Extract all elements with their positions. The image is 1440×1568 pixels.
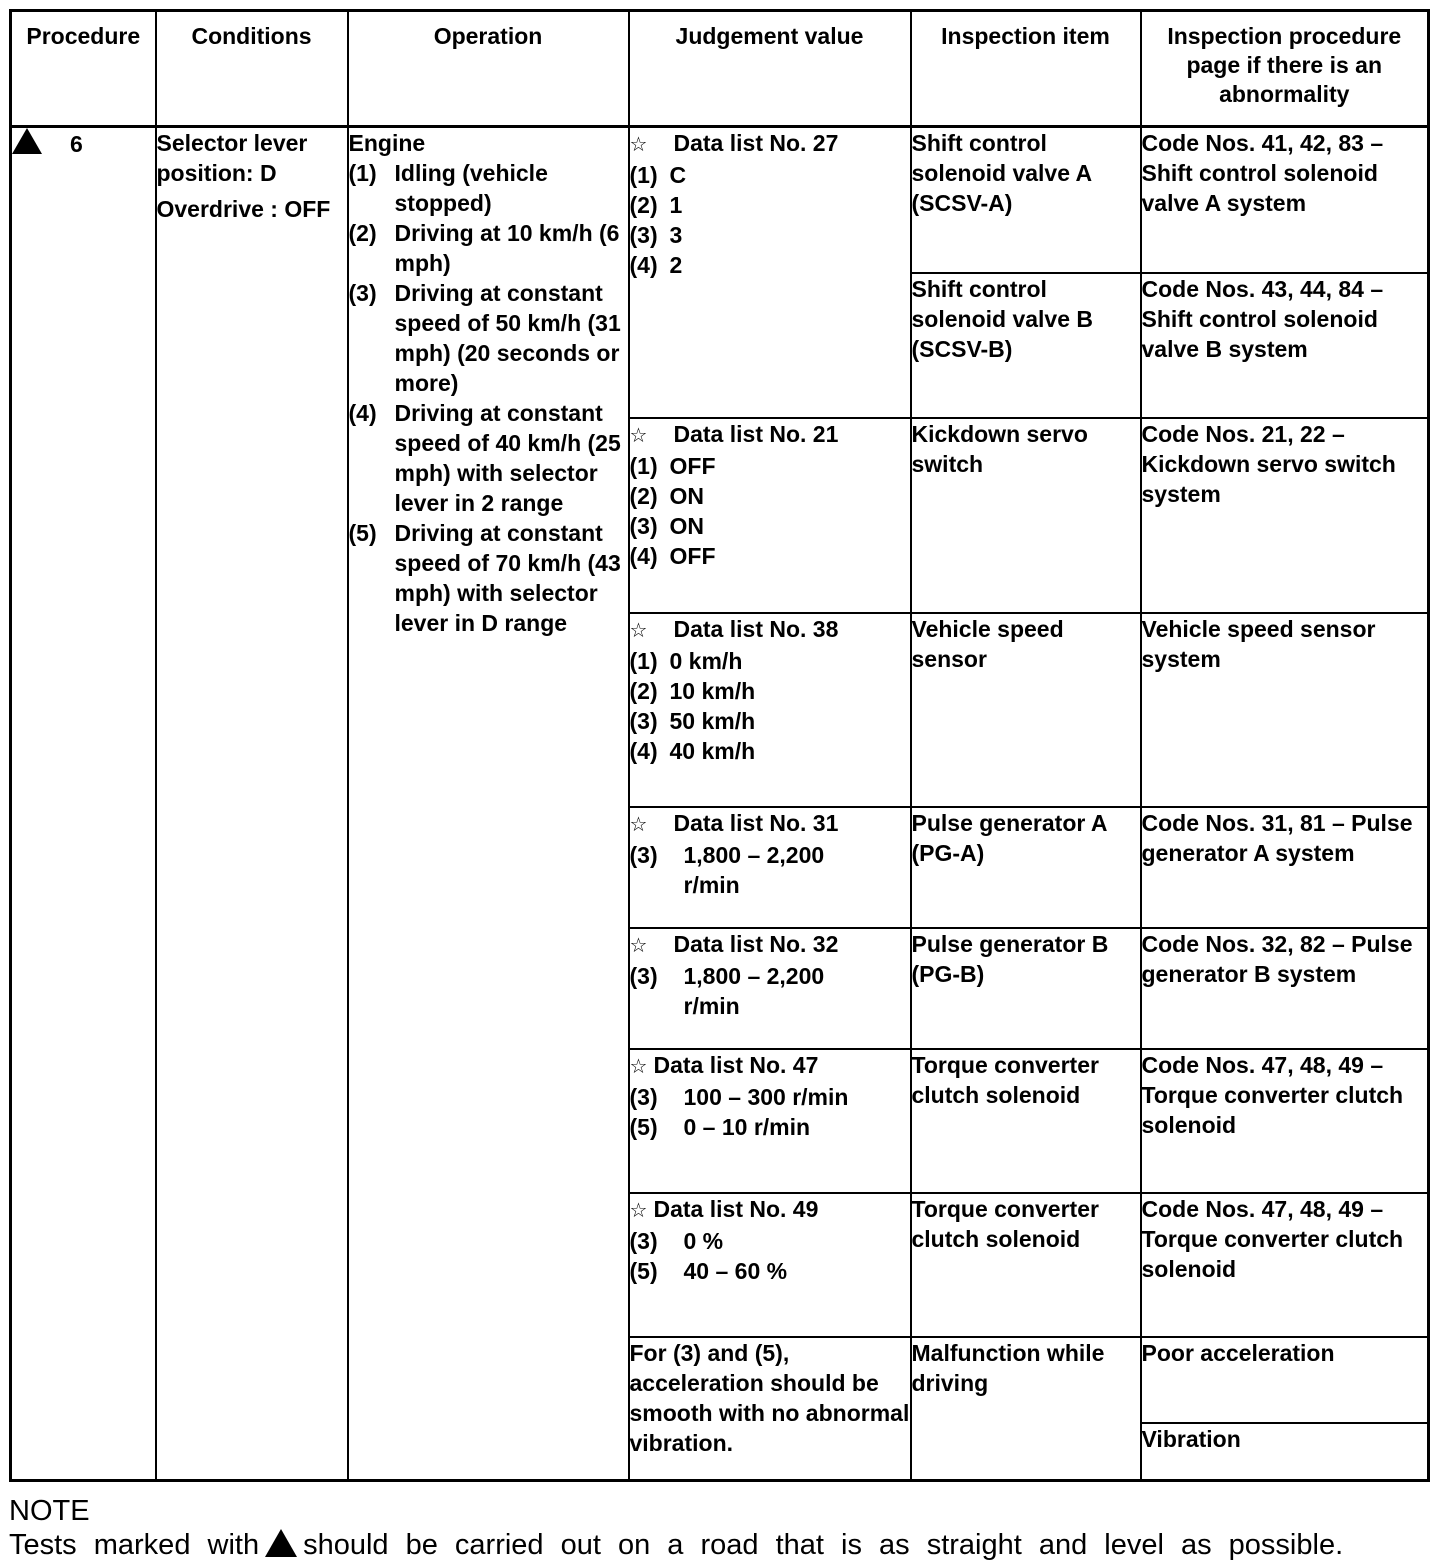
note-text-after: should be carried out on a road that is as straight and level as possible. xyxy=(303,1529,1344,1561)
judgement-step: (2) xyxy=(629,677,658,704)
judgement-value: 100 – 300 r/min xyxy=(683,1083,849,1110)
inspection-procedure-cell: Code Nos. 31, 81 – Pulse generator A system xyxy=(1141,807,1429,928)
inspection-item-cell: Kickdown servo switch xyxy=(911,418,1141,613)
judgement-step: (3) xyxy=(629,512,658,539)
operation-item-number: (3) xyxy=(348,280,377,306)
judgement-cell xyxy=(629,807,911,928)
judgement-step: (3) xyxy=(629,1227,658,1254)
operation-cell xyxy=(348,127,629,1481)
operation-list xyxy=(349,158,628,638)
operation-item-number: (5) xyxy=(348,520,377,546)
judgement-value: 1 xyxy=(669,192,683,218)
judgement-step: (1) xyxy=(629,452,658,479)
judgement-cell xyxy=(629,613,911,807)
operation-item xyxy=(349,278,628,398)
inspection-procedure-cell: Code Nos. 47, 48, 49 – Torque converter clutch solenoid xyxy=(1141,1049,1429,1193)
judgement-value: 40 – 60 % xyxy=(683,1257,788,1284)
header-judgement-value: Judgement value xyxy=(629,11,911,127)
judgement-cell xyxy=(629,418,911,613)
inspection-procedure-cell: Poor acceleration xyxy=(1141,1337,1429,1423)
star-icon: ☆ xyxy=(629,1055,648,1078)
judgement-unit: r/min xyxy=(683,871,740,898)
judgement-title: Data list No. 47 xyxy=(653,1051,819,1078)
inspection-item-cell: Torque converter clutch solenoid xyxy=(911,1193,1141,1337)
judgement-value: 0 – 10 r/min xyxy=(683,1113,811,1140)
header-operation: Operation xyxy=(348,11,629,127)
judgement-step: (3) xyxy=(629,222,658,248)
inspection-item-cell: Pulse generator A (PG-A) xyxy=(911,807,1141,928)
judgement-step: (3) xyxy=(629,841,658,868)
condition-selector-lever: Selector lever position: D xyxy=(156,130,308,186)
judgement-step: (4) xyxy=(629,252,658,278)
judgement-cell xyxy=(629,1049,911,1193)
operation-title: Engine xyxy=(348,130,426,156)
judgement-step: (3) xyxy=(629,962,658,989)
inspection-item-cell: Shift control solenoid valve A (SCSV-A) xyxy=(911,127,1141,273)
operation-item-text: Idling (vehicle stopped) xyxy=(394,160,548,216)
judgement-cell xyxy=(629,928,911,1049)
judgement-value: 3 xyxy=(669,222,683,248)
star-icon: ☆ xyxy=(629,619,648,642)
operation-item xyxy=(349,218,628,278)
conditions-cell xyxy=(156,127,348,1481)
note-title: NOTE xyxy=(9,1495,90,1527)
star-icon: ☆ xyxy=(629,134,648,156)
judgement-step: (4) xyxy=(629,737,658,764)
star-icon: ☆ xyxy=(629,934,648,957)
inspection-item-cell: Vehicle speed sensor xyxy=(911,613,1141,807)
judgement-title: Data list No. 32 xyxy=(673,930,839,957)
header-inspection-procedure: Inspection procedure page if there is an abnormality xyxy=(1141,11,1429,127)
inspection-procedure-cell: Vibration xyxy=(1141,1423,1429,1481)
judgement-step: (1) xyxy=(629,647,658,674)
inspection-item-cell: Torque converter clutch solenoid xyxy=(911,1049,1141,1193)
judgement-unit: r/min xyxy=(683,992,740,1019)
judgement-value: 40 km/h xyxy=(669,737,756,764)
judgement-cell: For (3) and (5), acceleration should be smooth with no abnormal vibration. xyxy=(629,1337,911,1481)
judgement-value: 1,800 – 2,200 xyxy=(683,962,825,989)
inspection-procedure-cell: Code Nos. 47, 48, 49 – Torque converter clutch solenoid xyxy=(1141,1193,1429,1337)
star-icon: ☆ xyxy=(629,813,648,836)
judgement-value: 2 xyxy=(669,252,683,278)
judgement-value: 10 km/h xyxy=(669,677,756,704)
inspection-procedure-cell: Code Nos. 32, 82 – Pulse generator B system xyxy=(1141,928,1429,1049)
procedure-number: 6 xyxy=(70,131,83,157)
note-text xyxy=(9,1529,1343,1562)
judgement-title: Data list No. 38 xyxy=(673,615,839,642)
operation-item-text: Driving at constant speed of 70 km/h (43 mph) with selector lever in D range xyxy=(394,520,621,636)
judgement-title: Data list No. 31 xyxy=(673,809,839,836)
inspection-item-cell: Malfunction while driving xyxy=(911,1337,1141,1481)
operation-item xyxy=(349,158,628,218)
operation-item xyxy=(349,518,628,638)
judgement-value: 0 km/h xyxy=(669,647,743,674)
operation-item-text: Driving at constant speed of 40 km/h (25 mph) with selector lever in 2 range xyxy=(394,400,621,516)
judgement-value: OFF xyxy=(669,542,716,569)
judgement-value: 1,800 – 2,200 xyxy=(683,841,825,868)
inspection-procedure-cell: Code Nos. 21, 22 – Kickdown servo switch system xyxy=(1141,418,1429,613)
inspection-procedure-cell: Code Nos. 41, 42, 83 – Shift control solenoid valve A system xyxy=(1141,127,1429,273)
judgement-title: Data list No. 21 xyxy=(673,420,839,447)
operation-item-text: Driving at constant speed of 50 km/h (31 mph) (20 seconds or more) xyxy=(394,280,621,396)
judgement-step: (3) xyxy=(629,1083,658,1110)
judgement-value: ON xyxy=(669,482,704,509)
operation-item xyxy=(349,398,628,518)
inspection-item-cell: Shift control solenoid valve B (SCSV-B) xyxy=(911,273,1141,418)
judgement-value: ON xyxy=(669,512,704,539)
judgement-cell xyxy=(629,127,911,418)
table-row xyxy=(11,127,1429,273)
road-test-triangle-icon xyxy=(12,128,42,154)
note-text-before: Tests marked with xyxy=(9,1529,260,1561)
judgement-value: OFF xyxy=(669,452,716,479)
inspection-item-cell: Pulse generator B (PG-B) xyxy=(911,928,1141,1049)
procedure-cell xyxy=(11,127,156,1481)
header-procedure: Procedure xyxy=(11,11,156,127)
judgement-value: 50 km/h xyxy=(669,707,756,734)
judgement-cell xyxy=(629,1193,911,1337)
judgement-step: (4) xyxy=(629,542,658,569)
judgement-title: Data list No. 49 xyxy=(653,1195,819,1222)
condition-overdrive: Overdrive : OFF xyxy=(156,196,331,222)
star-icon: ☆ xyxy=(629,1199,648,1222)
judgement-title: Data list No. 27 xyxy=(673,130,839,156)
operation-item-number: (4) xyxy=(348,400,377,426)
judgement-step: (3) xyxy=(629,707,658,734)
judgement-value: C xyxy=(669,162,687,188)
judgement-step: (2) xyxy=(629,192,658,218)
header-inspection-item: Inspection item xyxy=(911,11,1141,127)
operation-item-number: (1) xyxy=(348,160,377,186)
judgement-value: 0 % xyxy=(683,1227,724,1254)
operation-item-text: Driving at 10 km/h (6 mph) xyxy=(394,220,620,276)
road-test-triangle-icon xyxy=(265,1529,297,1557)
operation-item-number: (2) xyxy=(348,220,377,246)
header-row xyxy=(11,11,1429,127)
judgement-step: (2) xyxy=(629,482,658,509)
star-icon: ☆ xyxy=(629,424,648,447)
judgement-step: (1) xyxy=(629,162,658,188)
header-conditions: Conditions xyxy=(156,11,348,127)
judgement-step: (5) xyxy=(629,1257,658,1284)
inspection-procedure-cell: Vehicle speed sensor system xyxy=(1141,613,1429,807)
inspection-procedure-cell: Code Nos. 43, 44, 84 – Shift control solenoid valve B system xyxy=(1141,273,1429,418)
inspection-table xyxy=(9,9,1430,1482)
judgement-step: (5) xyxy=(629,1113,658,1140)
